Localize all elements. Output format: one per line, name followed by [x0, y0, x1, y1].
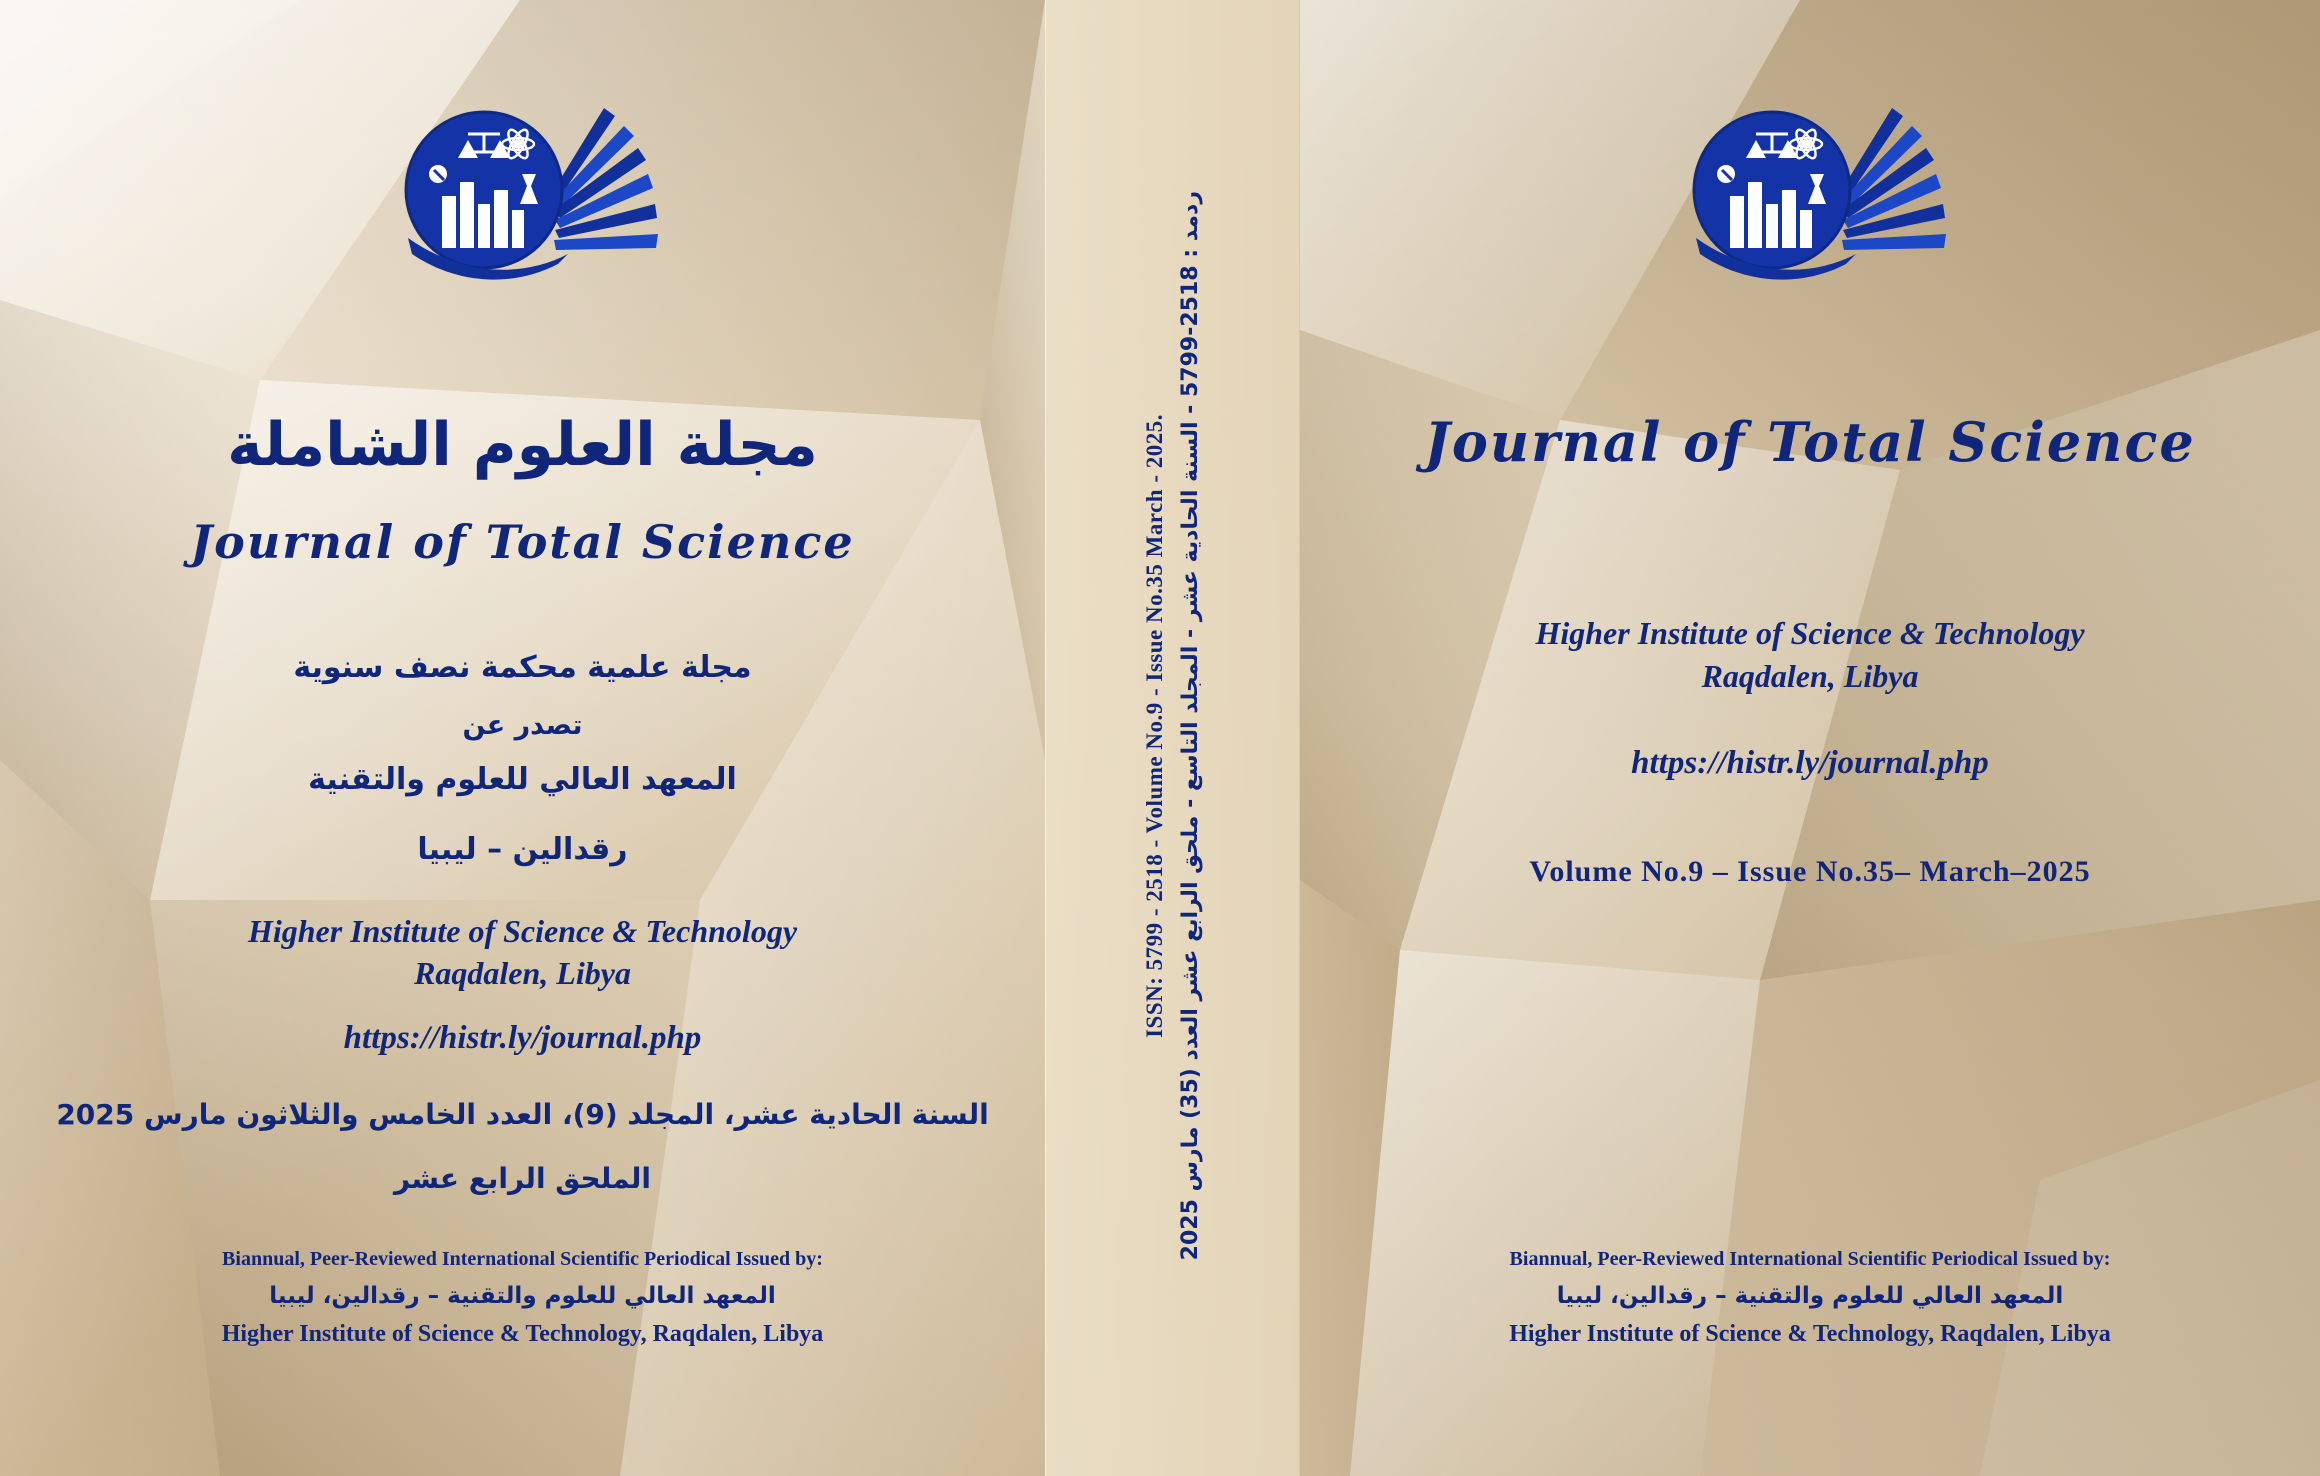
spine-issn-english: ISSN: 5799 - 2518 - Volume No.9 - Issue No.35 March - 2025. — [1142, 414, 1167, 1038]
front-footer-line3: Higher Institute of Science & Technology, Raqdalen, Libya — [1509, 1321, 2111, 1347]
journal-emblem-front — [1660, 78, 1960, 288]
front-institute-line2: Raqdalen, Libya — [1701, 658, 1919, 694]
back-institute-line1: Higher Institute of Science & Technology — [247, 913, 798, 949]
front-footer — [1300, 1248, 2320, 1360]
front-institute-line1: Higher Institute of Science & Technology — [1535, 615, 2085, 651]
front-footer-line1: Biannual, Peer-Reviewed International Scientific Periodical Issued by: — [1509, 1248, 2111, 1270]
back-footer-line3: Higher Institute of Science & Technology, Raqdalen, Libya — [221, 1321, 824, 1347]
back-cover-panel — [0, 0, 1045, 1476]
front-volume-info: Volume No.9 – Issue No.35– March–2025 — [1529, 855, 2091, 888]
back-desc-line4: رقدالين – ليبيا — [417, 832, 628, 867]
journal-emblem-back — [372, 78, 672, 288]
book-spine — [1045, 0, 1300, 1476]
back-journal-url[interactable]: https://histr.ly/journal.php — [343, 1020, 702, 1056]
back-title-arabic: مجلة العلوم الشاملة — [227, 410, 818, 480]
back-desc-line3: المعهد العالي للعلوم والتقنية — [308, 762, 737, 797]
back-supplement-info: الملحق الرابع عشر — [393, 1162, 652, 1195]
front-journal-url[interactable]: https://histr.ly/journal.php — [1631, 745, 1989, 781]
back-volume-info: السنة الحادية عشر، المجلد (9)، العدد الخامس والثلاثون مارس 2025 — [56, 1098, 989, 1131]
back-footer — [0, 1248, 1045, 1360]
back-institute-line2: Raqdalen, Libya — [414, 955, 631, 991]
spine-issn-arabic: ردمد : 2518-5799 - السنة الحادية عشر - المجلد التاسع - ملحق الرابع عشر العدد (35) مارس 2025 — [1178, 191, 1203, 1261]
front-cover-panel — [1300, 0, 2320, 1476]
back-title-english: Journal of Total Science — [190, 515, 855, 569]
front-title-english: Journal of Total Science — [1424, 410, 2196, 474]
back-footer-line1: Biannual, Peer-Reviewed International Scientific Periodical Issued by: — [222, 1248, 823, 1270]
back-footer-line2: المعهد العالي للعلوم والتقنية – رقدالين، ليبيا — [269, 1283, 776, 1309]
front-footer-line2: المعهد العالي للعلوم والتقنية – رقدالين، ليبيا — [1556, 1283, 2064, 1309]
back-desc-line2: تصدر عن — [462, 710, 583, 741]
back-desc-line1: مجلة علمية محكمة نصف سنوية — [293, 650, 752, 685]
